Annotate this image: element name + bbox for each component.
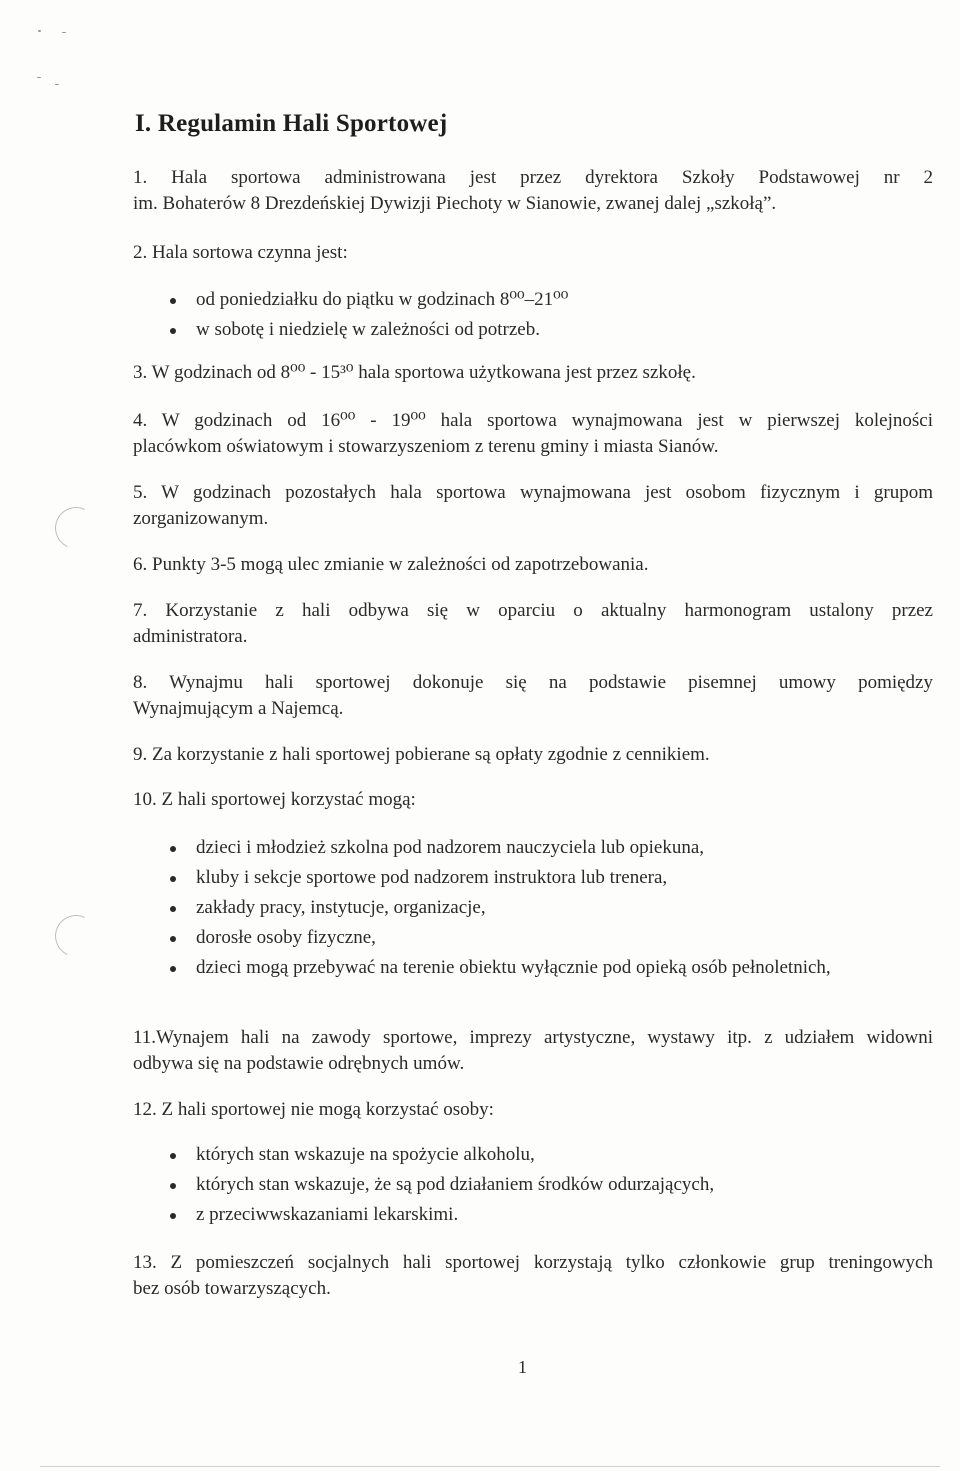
paragraph-line: 7. Korzystanie z hali odbywa się w oparciu o aktualny harmonogram ustalony przez [133,600,933,621]
paragraph-line: Wynajmującym a Najemcą. [133,698,344,719]
allowed-users-list [170,833,831,983]
paragraph-line: 13. Z pomieszczeń socjalnych hali sportowej korzystają tylko członkowie grup treningowych [133,1252,933,1273]
paragraph-line: 11.Wynajem hali na zawody sportowe, imprezy artystyczne, wystawy itp. z udziałem widowni [133,1027,933,1048]
paragraph-line: odbywa się na podstawie odrębnych umów. [133,1053,465,1074]
list-item: których stan wskazuje, że są pod działaniem środków odurzających, [170,1170,714,1200]
punch-hole-mark [49,909,103,963]
paragraph-line: 10. Z hali sportowej korzystać mogą: [133,789,416,810]
paragraph-line: 6. Punkty 3-5 mogą ulec zmianie w zależności od zapotrzebowania. [133,554,649,575]
list-item: dzieci mogą przebywać na terenie obiektu wyłącznie pod opieką osób pełnoletnich, [170,953,831,983]
list-item: od poniedziałku do piątku w godzinach 8⁰⁰–21⁰⁰ [170,285,568,315]
paragraph-5 [133,480,933,532]
paragraph-line: im. Bohaterów 8 Drezdeńskiej Dywizji Piechoty w Sianowie, zwanej dalej „szkołą”. [133,193,777,214]
paragraph-line: bez osób towarzyszących. [133,1278,331,1299]
list-item: zakłady pracy, instytucje, organizacje, [170,893,831,923]
paragraph-3 [133,360,933,386]
excluded-persons-list [170,1140,714,1230]
paragraph-line: 3. W godzinach od 8⁰⁰ - 15³⁰ hala sportowa użytkowana jest przez szkołę. [133,362,696,383]
punch-hole-mark [49,501,103,555]
list-item: których stan wskazuje na spożycie alkoholu, [170,1140,714,1170]
paragraph-line: 5. W godzinach pozostałych hala sportowa wynajmowana jest osobom fizycznym i grupom [133,482,933,503]
paragraph-10-intro [133,787,933,813]
scan-speck [62,32,66,33]
paragraph-9 [133,742,933,768]
scan-speck [55,84,59,85]
paragraph-11 [133,1025,933,1077]
scan-edge-line [40,1466,940,1467]
paragraph-line: 1. Hala sportowa administrowana jest przez dyrektora Szkoły Podstawowej nr 2 [133,167,933,188]
document-title: I. Regulamin Hali Sportowej [135,110,448,137]
list-item: kluby i sekcje sportowe pod nadzorem instruktora lub trenera, [170,863,831,893]
paragraph-2-intro [133,240,933,266]
paragraph-line: 4. W godzinach od 16⁰⁰ - 19⁰⁰ hala sportowa wynajmowana jest w pierwszej kolejności [133,410,933,431]
paragraph-line: 9. Za korzystanie z hali sportowej pobierane są opłaty zgodnie z cennikiem. [133,744,710,765]
scan-speck [37,77,41,78]
scan-speck [38,30,41,32]
list-item: z przeciwwskazaniami lekarskimi. [170,1200,714,1230]
paragraph-8 [133,670,933,722]
paragraph-1 [133,165,933,217]
opening-hours-list [170,285,568,345]
paragraph-6 [133,552,933,578]
paragraph-line: zorganizowanym. [133,508,269,529]
paragraph-4 [133,408,933,460]
paragraph-line: placówkom oświatowym i stowarzyszeniom z terenu gminy i miasta Sianów. [133,436,719,457]
paragraph-line: 2. Hala sortowa czynna jest: [133,242,348,263]
paragraph-line: 8. Wynajmu hali sportowej dokonuje się na podstawie pisemnej umowy pomiędzy [133,672,933,693]
paragraph-12-intro [133,1097,933,1123]
list-item: w sobotę i niedzielę w zależności od potrzeb. [170,315,568,345]
page-number: 1 [518,1357,527,1377]
paragraph-line: 12. Z hali sportowej nie mogą korzystać osoby: [133,1099,494,1120]
list-item: dorosłe osoby fizyczne, [170,923,831,953]
paragraph-line: administratora. [133,626,248,647]
list-item: dzieci i młodzież szkolna pod nadzorem nauczyciela lub opiekuna, [170,833,831,863]
paragraph-13 [133,1250,933,1302]
paragraph-7 [133,598,933,650]
